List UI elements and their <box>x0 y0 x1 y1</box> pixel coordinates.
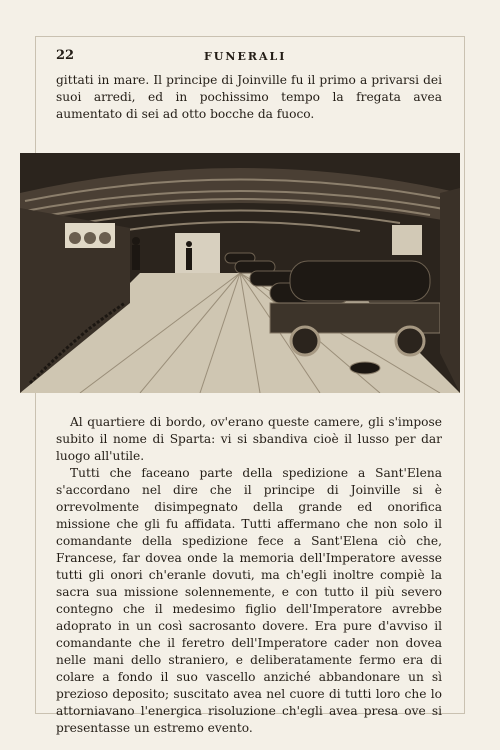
running-head: FUNERALI <box>204 50 287 63</box>
paragraph-1: gittati in mare. Il principe di Joinville fu il primo a privarsi dei suoi arredi, ed in pochissimo tempo la fregata avea aumentato di sei ad otto bocche da fuoco. <box>56 73 442 121</box>
gun-deck-illustration <box>20 153 460 393</box>
ship-gun-deck-engraving-icon <box>20 153 460 393</box>
paragraph-3: Tutti che faceano parte della spedizione a Sant'Elena s'accordano nel dire che il principe di Joinville si è orrevolmente disimpegnato della grande ed onorifica missione che gli fu affidata. Tutti affermano che non solo il comandante della spedizione fece a Sant'Elena ciò che, Francese, far dovea onde la memoria dell'Imperatore avesse tutti gli onori ch'eranle dovuti, ma ch'egli inoltre compiè la sacra sua missione solennemente, e con tutto il più severo contegno che il medesimo figlio dell'Imperatore avrebbe adoprato in un così sacrosanto dovere. Era pure d'avviso il comandante che il feretro dell'Imperatore cader non dovea nelle mani dello straniero, e deliberatamente fermo era di colare a fondo il suo vascello anziché abbandonare un sì prezioso deposito; suscitato avea nel cuore di tutti loro che lo attorniavano l'energica risoluzione ch'egli avea presa ove si presentasse un estremo evento. <box>56 466 442 735</box>
page-number: 22 <box>56 48 75 63</box>
paragraph-2: Al quartiere di bordo, ov'erano queste camere, gli s'impose subito il nome di Sparta: vi si sbandiva cioè il lusso per dar luogo all'utile. <box>56 415 442 463</box>
page-header <box>56 48 446 68</box>
